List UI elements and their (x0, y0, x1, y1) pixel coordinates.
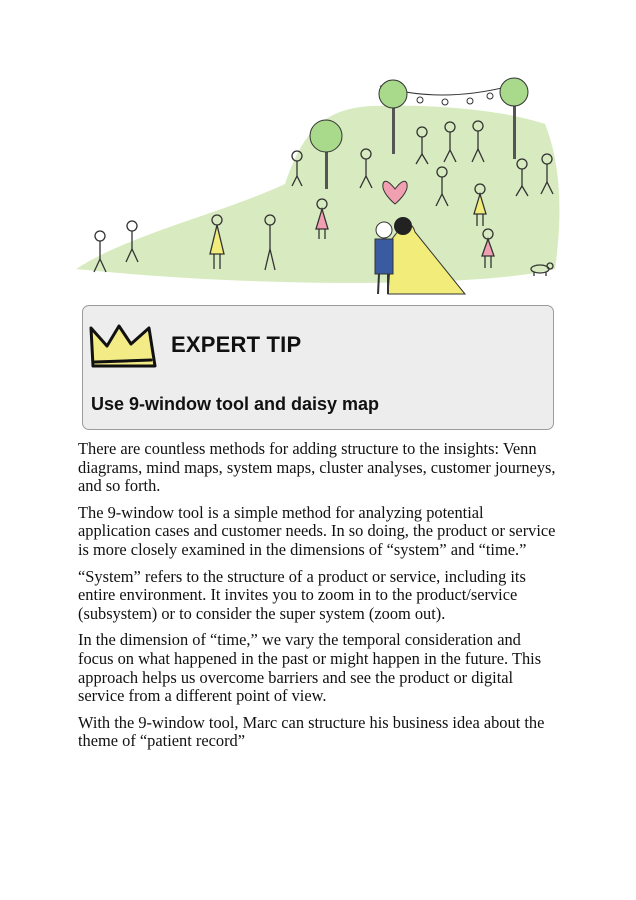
paragraph: There are countless methods for adding structure to the insights: Venn diagrams, mind maps, system maps, cluster analyses, customer journeys, and so forth. (78, 439, 556, 496)
garden-party-illustration (70, 64, 570, 300)
tip-subheading: Use 9-window tool and daisy map (91, 394, 380, 414)
paragraph: With the 9-window tool, Marc can structure his business idea about the theme of “patient record” (78, 712, 545, 751)
paragraph: In the dimension of “time,” we vary the temporal consideration and focus on what happened in the past or might happen in the future. This approach helps us overcome barriers and see the product or digital service from a different point of view. (78, 630, 542, 706)
crown-icon (89, 322, 159, 370)
paragraph: “System” refers to the structure of a product or service, including its entire environment. It invites you to zoom in to the product/service (subsystem) or to consider the super system (zoom out). (78, 566, 526, 623)
paragraph: The 9-window tool is a simple method for analyzing potential application cases and customer needs. In so doing, the product or service is more closely examined in the dimensions of “system” and “time.” (78, 502, 556, 559)
tip-heading: EXPERT TIP (171, 332, 302, 357)
body-text (78, 440, 560, 759)
expert-tip-box (82, 305, 554, 430)
